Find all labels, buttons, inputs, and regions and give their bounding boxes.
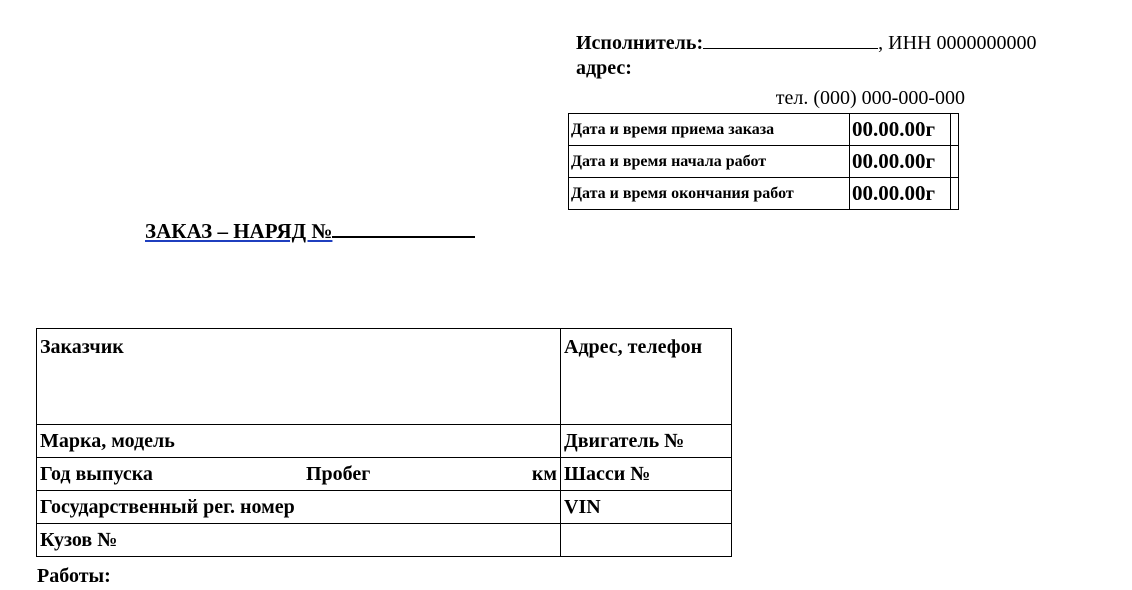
dates-table [568, 113, 959, 210]
order-title [145, 216, 475, 244]
contractor-inn: , ИНН 0000000000 [878, 32, 1037, 54]
make-model-label: Марка, модель [40, 430, 175, 452]
date-row-start [569, 146, 959, 178]
body-empty-cell[interactable] [561, 524, 732, 557]
date-value[interactable]: 00.00.00г [850, 178, 951, 210]
date-empty-cell [951, 114, 959, 146]
contractor-label: Исполнитель: [576, 32, 704, 54]
customer-cell[interactable] [37, 329, 561, 425]
reg-number-row [37, 491, 732, 524]
make-model-cell[interactable] [37, 425, 561, 458]
address-phone-cell[interactable] [561, 329, 732, 425]
year-mileage-cell[interactable] [37, 458, 561, 491]
contractor-name-field[interactable] [703, 30, 878, 49]
mileage-label: Пробег [306, 463, 371, 485]
order-title-text: ЗАКАЗ – НАРЯД № [145, 219, 333, 243]
contractor-phone: тел. (000) 000-000-000 [775, 87, 965, 109]
date-value[interactable]: 00.00.00г [850, 114, 951, 146]
address-phone-label: Адрес, телефон [564, 336, 703, 358]
contractor-address-label: адрес: [576, 57, 632, 79]
client-vehicle-table [36, 328, 732, 557]
contractor-block [576, 30, 1116, 81]
date-label: Дата и время начала работ [569, 146, 850, 178]
date-row-accepted [569, 114, 959, 146]
vin-label: VIN [564, 496, 601, 518]
chassis-cell[interactable] [561, 458, 732, 491]
body-row [37, 524, 732, 557]
chassis-label: Шасси № [564, 463, 651, 485]
contractor-line [576, 30, 1116, 56]
make-model-row [37, 425, 732, 458]
date-row-end [569, 178, 959, 210]
body-cell[interactable] [37, 524, 561, 557]
order-number-field[interactable] [332, 216, 475, 238]
km-unit: км [531, 463, 557, 485]
date-label: Дата и время окончания работ [569, 178, 850, 210]
engine-cell[interactable] [561, 425, 732, 458]
date-value[interactable]: 00.00.00г [850, 146, 951, 178]
customer-row [37, 329, 732, 425]
customer-label: Заказчик [40, 336, 124, 358]
year-mileage-row [37, 458, 732, 491]
vin-cell[interactable] [561, 491, 732, 524]
date-label: Дата и время приема заказа [569, 114, 850, 146]
engine-label: Двигатель № [564, 430, 685, 452]
works-label: Работы: [37, 565, 111, 587]
reg-number-label: Государственный рег. номер [40, 496, 295, 518]
body-label: Кузов № [40, 529, 118, 551]
year-label: Год выпуска [40, 463, 153, 485]
reg-number-cell[interactable] [37, 491, 561, 524]
date-empty-cell [951, 178, 959, 210]
date-empty-cell [951, 146, 959, 178]
